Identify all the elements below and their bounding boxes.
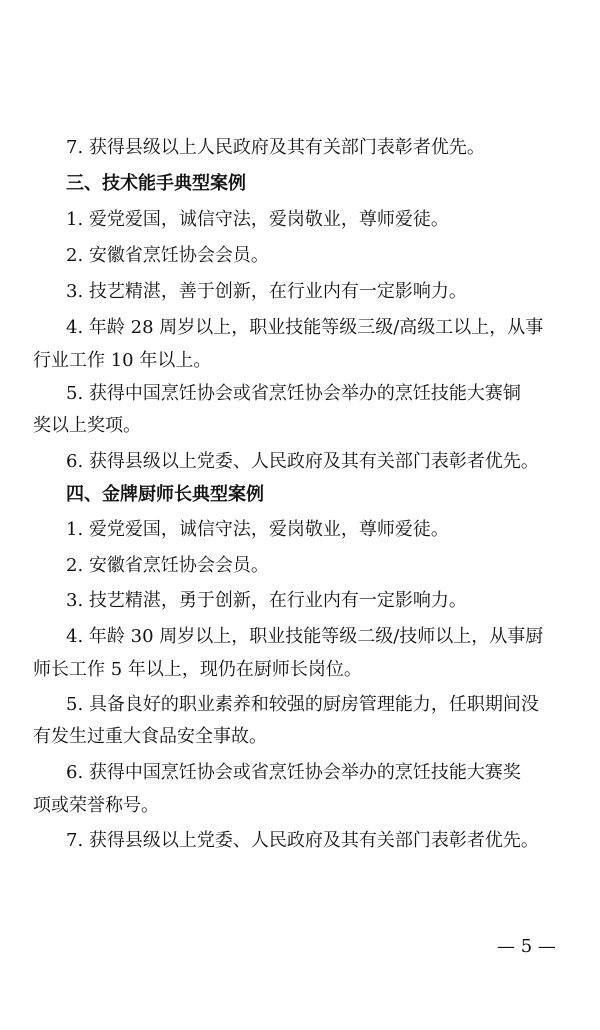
paragraph-line: 4. 年龄 28 周岁以上，职业技能等级三级/高级工以上，从事 [66,317,544,338]
paragraph-line: 行业工作 10 年以上。 [33,350,212,371]
paragraph-line: 师长工作 5 年以上，现仍在厨师长岗位。 [33,659,362,680]
paragraph-line: 奖以上奖项。 [33,415,141,436]
paragraph-line: 7. 获得县级以上党委、人民政府及其有关部门表彰者优先。 [66,830,539,851]
paragraph-line: 项或荣誉称号。 [33,795,159,816]
paragraph-line: 7. 获得县级以上人民政府及其有关部门表彰者优先。 [66,137,485,158]
paragraph-line: 5. 具备良好的职业素养和较强的厨房管理能力，任职期间没 [66,694,539,715]
paragraph-line: 6. 获得县级以上党委、人民政府及其有关部门表彰者优先。 [66,451,539,472]
paragraph-line: 3. 技艺精湛，善于创新，在行业内有一定影响力。 [66,281,467,302]
paragraph-line: 5. 获得中国烹饪协会或省烹饪协会举办的烹饪技能大赛铜 [66,383,521,404]
paragraph-line: 有发生过重大食品安全事故。 [33,726,267,747]
paragraph-line: 1. 爱党爱国，诚信守法，爱岗敬业，尊师爱徒。 [66,209,449,230]
section-heading: 三、技术能手典型案例 [66,173,246,194]
paragraph-line: 1. 爱党爱国，诚信守法，爱岗敬业，尊师爱徒。 [66,519,449,540]
paragraph-line: 4. 年龄 30 周岁以上，职业技能等级二级/技师以上，从事厨 [66,626,544,647]
paragraph-line: 2. 安徽省烹饪协会会员。 [66,555,269,576]
paragraph-line: 3. 技艺精湛，勇于创新，在行业内有一定影响力。 [66,590,467,611]
page-number: — 5 — [497,936,556,957]
paragraph-line: 2. 安徽省烹饪协会会员。 [66,245,269,266]
paragraph-line: 6. 获得中国烹饪协会或省烹饪协会举办的烹饪技能大赛奖 [66,762,521,783]
section-heading: 四、金牌厨师长典型案例 [66,484,264,505]
